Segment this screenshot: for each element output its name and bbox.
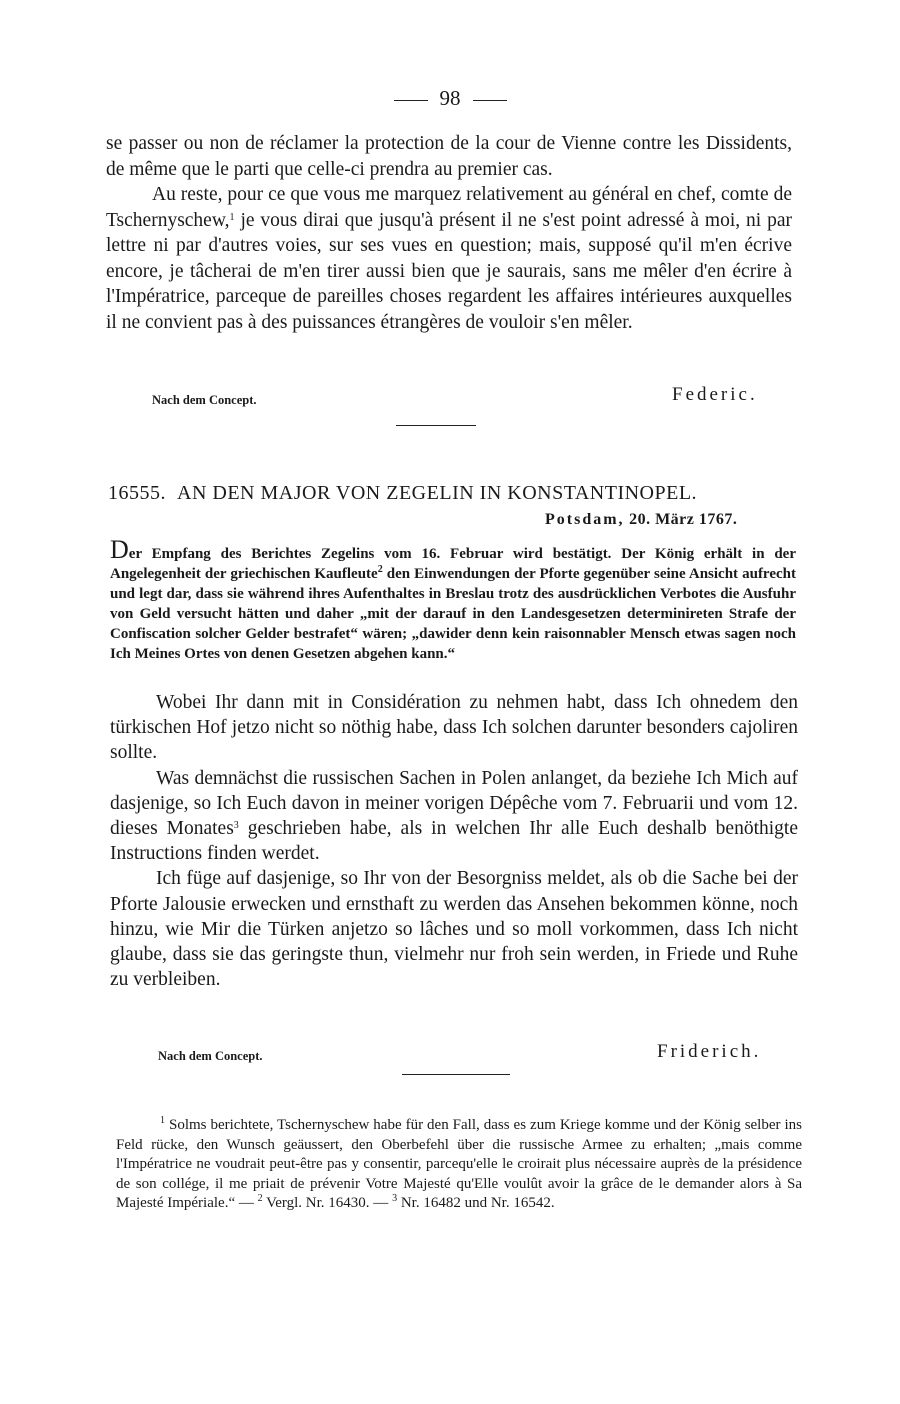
page-header	[0, 86, 900, 111]
letter-paragraph-1: Wobei Ihr dann mit in Considération zu nehmen habt, dass Ich ohnedem den türkischen Hof jetzo nicht so nöthig habe, dass Ich solchen darunter besonders cajoliren sollte.	[110, 692, 798, 764]
letter-dateline	[545, 511, 737, 529]
top-paragraph-2	[106, 182, 792, 335]
header-dash-right	[473, 100, 507, 101]
top-source-note: Nach dem Concept.	[152, 393, 257, 407]
letter-paragraph-2-text-b: geschrieben habe, als in welchen Ihr alle Euch deshalb benöthigte Instructions finden werdet.	[110, 818, 798, 865]
footnote-ref-2: 2	[377, 564, 383, 575]
section-divider-2	[402, 1074, 510, 1075]
letter-place: Potsdam,	[545, 511, 625, 528]
footnote-mark-3: 3	[392, 1193, 398, 1204]
letter-body	[110, 690, 798, 992]
summary-drop-cap: D	[110, 535, 129, 564]
section-divider-1	[396, 425, 476, 426]
letter-signature: Friderich.	[657, 1041, 762, 1062]
page-number: 98	[439, 86, 461, 110]
footnotes	[116, 1116, 802, 1214]
letter-source-note: Nach dem Concept.	[158, 1049, 263, 1063]
letter-title: AN DEN MAJOR VON ZEGELIN IN KONSTANTINOPEL.	[177, 482, 698, 504]
letter-heading	[108, 482, 697, 505]
footnote-mark-1: 1	[160, 1115, 165, 1126]
top-signature: Federic.	[672, 384, 758, 405]
footnote-block	[116, 1116, 802, 1214]
top-paragraph-2-text-b: je vous dirai que jusqu'à présent il ne s'est point adressé à moi, ni par lettre ni par d'autres voies, sur ses vues en question; mais, supposé qu'il m'en écrive encore, je tâcherai de m'en tirer aussi bien que je saurais, sans me mêler d'en écrire à l'Impératrice, parceque de pareilles choses regardent les affaires intérieures auxquelles il ne convient pas à des puissances étrangères de vouloir s'en mêler.	[106, 209, 792, 333]
letter-date: 20. März 1767.	[629, 511, 738, 528]
footnote-text-3: Nr. 16482 und Nr. 16542.	[397, 1195, 555, 1211]
letter-number: 16555.	[108, 482, 166, 504]
header-dash-left	[394, 100, 428, 101]
footnote-text-1: Solms berichtete, Tschernyschew habe für den Fall, dass es zum Kriege komme und der König selber ins Feld rücke, den Wunsch geäussert, den Oberbefehl über die russische Armee zu erhalten; „mais comme l'Impératrice ne voudrait peut-être pas y consentir, parcequ'elle le croirait plus nécessaire auprès de la présidence de son collége, il me priait de prévenir Votre Majesté qu'Elle voulût avoir la grâce de le demander alors à Sa Majesté Impériale.“ —	[116, 1117, 802, 1211]
letter-paragraph-2	[110, 766, 798, 867]
footnote-mark-2: 2	[257, 1193, 263, 1204]
top-section-text	[106, 131, 792, 335]
top-paragraph-2-text-a: Au reste, pour ce que vous me marquez relativement au général en chef, comte de Tschernyschew,	[106, 184, 792, 231]
letter-paragraph-3: Ich füge auf dasjenige, so Ihr von der Besorgniss meldet, als ob die Sache bei der Pforte Jalousie erwecken und ernsthaft zu werden das Ansehen bekommen könne, noch hinzu, wie Mir die Türken anjetzo so lâches und so moll vorkommen, dass Ich nicht glaube, dass sie das geringste thun, vielmehr nur froh sein werden, in Friede und Ruhe zu verbleiben.	[110, 868, 798, 991]
footnote-ref-3: 3	[233, 820, 239, 832]
letter-summary	[110, 535, 796, 664]
summary-text-b: den Einwendungen der Pforte gegenüber seine Ansicht aufrecht und legt dar, dass sie während ihres Aufenthaltes in Breslau trotz des ausdrücklichen Verbotes die Ausfuhr von Geld versucht hätten und daher „mit der darauf in den Landesgesetzen determinireten Strafe der Confiscation solcher Gelder bestrafet“ wären; „dawider denn kein raisonnabler Mensch etwas sagen noch Ich Meines Ortes von denen Gesetzen abgehen kann.“	[110, 566, 796, 662]
footnote-text-2: Vergl. Nr. 16430. —	[262, 1195, 393, 1211]
letter-paragraph-2-text-a: Was demnächst die russischen Sachen in Polen anlanget, da beziehe Ich Mich auf dasjenige, so Ich Euch davon in meiner vorigen Dépêche vom 7. Februarii und vom 12. dieses Monates	[110, 767, 798, 840]
top-paragraph-1: se passer ou non de réclamer la protection de la cour de Vienne contre les Dissidents, de même que le parti que celle-ci prendra au premier cas.	[106, 133, 792, 180]
footnote-ref-1: 1	[229, 211, 235, 223]
summary-text-a: er Empfang des Berichtes Zegelins vom 16. Februar wird bestätigt. Der König erhält in der Angelegenheit der griechischen Kaufleute	[110, 546, 796, 582]
